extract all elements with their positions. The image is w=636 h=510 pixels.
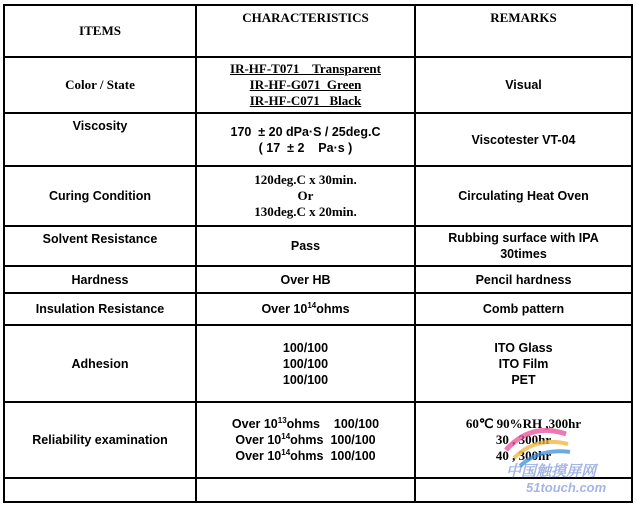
table-row (4, 325, 632, 402)
characteristics-cell (196, 57, 415, 113)
item-cell: Solvent Resistance (4, 226, 196, 266)
product-line-green: IR-HF-G071 Green (249, 77, 362, 92)
table-row (4, 57, 632, 113)
table-row (4, 113, 632, 166)
curing-option-2: 130deg.C x 20min. (254, 204, 357, 219)
remarks-cell (415, 325, 632, 402)
substrate-label: PET (511, 372, 536, 387)
header-remarks: REMARKS (415, 5, 632, 57)
reliability-exponent: 14 (281, 432, 291, 441)
item-cell: Curing Condition (4, 166, 196, 226)
characteristics-table (3, 4, 633, 503)
remark-line: Rubbing surface with IPA (448, 231, 599, 245)
header-characteristics: CHARACTERISTICS (196, 5, 415, 57)
test-condition: 30 , 300hr (495, 432, 552, 447)
insulation-pre: Over 10 (261, 302, 308, 316)
remarks-cell: Pencil hardness (415, 266, 632, 293)
insulation-post: ohms (316, 302, 350, 316)
table-row-empty (4, 478, 632, 502)
reliability-pre: Over 10 (235, 449, 282, 463)
adhesion-value: 100/100 (282, 340, 329, 355)
table-row (4, 266, 632, 293)
reliability-post: ohms 100/100 (286, 417, 380, 431)
product-line-transparent: IR-HF-T071 Transparent (230, 61, 381, 76)
characteristics-cell (196, 293, 415, 325)
remarks-cell (415, 402, 632, 478)
remarks-cell: Comb pattern (415, 293, 632, 325)
table-row (4, 293, 632, 325)
remark-line: 30times (500, 247, 547, 261)
substrate-label: ITO Glass (494, 340, 553, 355)
product-line-black: IR-HF-C071 Black (249, 93, 362, 108)
characteristics-cell (196, 325, 415, 402)
characteristics-cell: Pass (196, 226, 415, 266)
adhesion-value: 100/100 (282, 356, 329, 371)
characteristics-cell: Over HB (196, 266, 415, 293)
header-row (4, 5, 632, 57)
reliability-value (201, 416, 410, 432)
reliability-exponent: 14 (281, 448, 291, 457)
viscosity-value-pas: ( 17 ± 2 Pa·s ) (258, 140, 353, 155)
item-cell: Adhesion (4, 325, 196, 402)
viscosity-value: 170 ± 20 dPa·S / 25deg.C (230, 124, 381, 139)
curing-option-1: 120deg.C x 30min. (254, 172, 357, 187)
watermark-cn-text: 中国触摸屏网 (506, 463, 597, 480)
insulation-exponent: 14 (307, 301, 317, 310)
reliability-value (201, 432, 410, 448)
test-condition: 40 , 300hr (495, 448, 552, 463)
table-row (4, 166, 632, 226)
curing-or: Or (297, 188, 314, 203)
reliability-value (201, 448, 410, 464)
remarks-cell (415, 226, 632, 266)
reliability-post: ohms 100/100 (290, 433, 376, 447)
remarks-cell: Visual (415, 57, 632, 113)
adhesion-value: 100/100 (282, 372, 329, 387)
remarks-cell: Circulating Heat Oven (415, 166, 632, 226)
substrate-label: ITO Film (498, 356, 549, 371)
item-cell: Color / State (4, 57, 196, 113)
characteristics-cell (196, 478, 415, 502)
item-cell: Insulation Resistance (4, 293, 196, 325)
item-cell: Hardness (4, 266, 196, 293)
test-condition: 60℃ 90%RH ,300hr (465, 416, 582, 431)
header-items: ITEMS (4, 5, 196, 57)
table-row (4, 226, 632, 266)
reliability-pre: Over 10 (231, 417, 278, 431)
characteristics-cell (196, 166, 415, 226)
watermark-url-text: 51touch.com (526, 480, 607, 495)
item-cell: Viscosity (4, 113, 196, 166)
reliability-pre: Over 10 (235, 433, 282, 447)
item-cell (4, 478, 196, 502)
remarks-cell: Viscotester VT-04 (415, 113, 632, 166)
characteristics-cell (196, 402, 415, 478)
table-row (4, 402, 632, 478)
characteristics-cell (196, 113, 415, 166)
remarks-cell (415, 478, 632, 502)
reliability-exponent: 13 (277, 416, 287, 425)
reliability-post: ohms 100/100 (290, 449, 376, 463)
item-cell: Reliability examination (4, 402, 196, 478)
